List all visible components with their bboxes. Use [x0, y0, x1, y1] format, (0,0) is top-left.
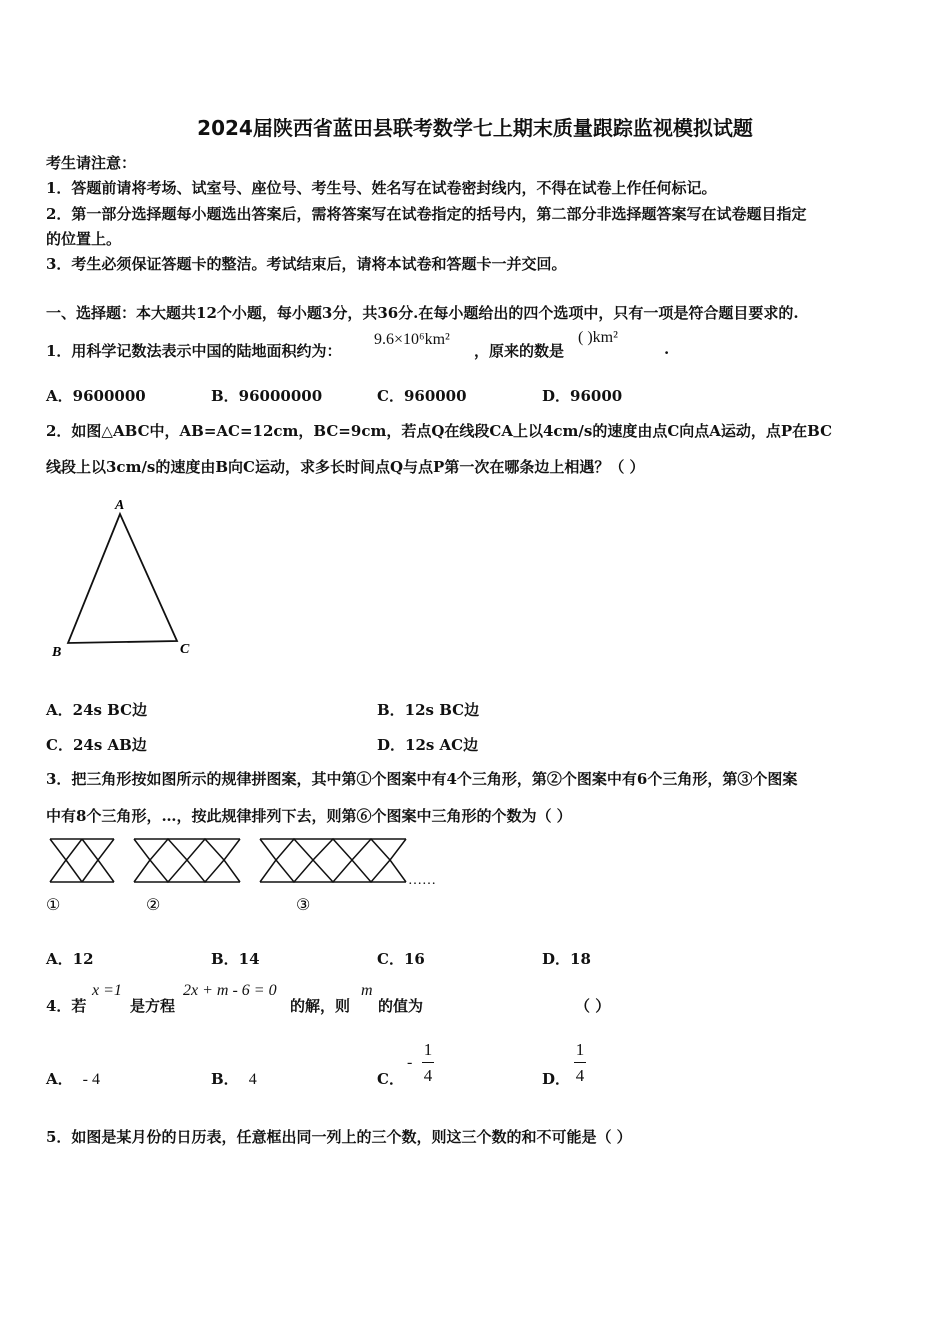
q4-option-c-label[interactable]: C．	[377, 1070, 404, 1088]
q4-end: 的值为	[378, 997, 424, 1015]
q2-line2: 线段上以3cm/s的速度由B向C运动，求多长时间点Q与点P第一次在哪条边上相遇？（ ）	[46, 458, 645, 476]
q4-condition: x =1	[92, 982, 122, 999]
q1-option-b[interactable]: B．96000000	[211, 387, 323, 405]
notice-item: 1．答题前请将考场、试室号、座位号、考生号、姓名写在试卷密封线内，不得在试卷上作任何标记。	[46, 179, 717, 197]
q4-option-c-sign: -	[407, 1054, 413, 1071]
option-value: - 4	[82, 1071, 100, 1088]
q4-mid1: 是方程	[130, 997, 176, 1015]
q3-option-a[interactable]: A．12	[46, 950, 94, 968]
page-title: 2024届陕西省蓝田县联考数学七上期末质量跟踪监视模拟试题	[197, 116, 753, 140]
q1-blank: ( )km²	[578, 329, 618, 346]
q4-option-a[interactable]	[46, 1068, 100, 1089]
pattern-ellipsis: ……	[408, 873, 436, 888]
notice-item: 3．考生必须保证答题卡的整洁。考试结束后，请将本试卷和答题卡一并交回。	[46, 255, 567, 273]
q1-option-d[interactable]: D．96000	[542, 387, 623, 405]
triangle-figure	[40, 490, 210, 665]
vertex-label-c: C	[180, 642, 190, 657]
q1-area-math: 9.6×10⁶km²	[374, 331, 450, 348]
section-heading: 一、选择题：本大题共12个小题，每小题3分，共36分.在每小题给出的四个选项中，只有一项是符合题目要求的.	[46, 304, 799, 322]
q2-option-a[interactable]: A．24s BC边	[46, 701, 148, 719]
pattern-label-2: ②	[146, 897, 161, 914]
q4-option-c-fraction-bar	[422, 1062, 434, 1063]
q3-line1: 3．把三角形按如图所示的规律拼图案，其中第①个图案中有4个三角形，第②个图案中有6个三角形，第③个图案	[46, 770, 798, 788]
q4-option-c-denominator: 4	[423, 1066, 433, 1085]
q4-pre: 4．若	[46, 997, 87, 1015]
q3-option-b[interactable]: B．14	[211, 950, 260, 968]
q4-mid2: 的解，则	[290, 997, 351, 1015]
q4-option-b[interactable]	[211, 1068, 257, 1089]
option-label: A．	[46, 1070, 73, 1088]
q4-option-c-numerator: 1	[423, 1040, 433, 1059]
notice-item: 2．第一部分选择题每小题选出答案后，需将答案写在试卷指定的括号内，第二部分非选择题答案写在试卷题目指定	[46, 205, 807, 223]
option-value: 4	[248, 1071, 257, 1088]
pattern-label-1: ①	[46, 897, 61, 914]
pattern-label-3: ③	[296, 897, 311, 914]
triangle-pattern-figure	[44, 834, 454, 924]
q1-text: 1．用科学记数法表示中国的陆地面积约为：	[46, 342, 342, 360]
q3-line2: 中有8个三角形，…，按此规律排列下去，则第⑥个图案中三角形的个数为（ ）	[46, 807, 572, 825]
q2-option-d[interactable]: D．12s AC边	[377, 736, 479, 754]
vertex-label-a: A	[115, 498, 125, 513]
q2-option-b[interactable]: B．12s BC边	[377, 701, 480, 719]
q1-option-a[interactable]: A．9600000	[46, 387, 146, 405]
q1-option-c[interactable]: C．960000	[377, 387, 467, 405]
q1-text-mid: ，原来的数是	[474, 342, 565, 360]
pattern-1	[50, 839, 114, 882]
triangle-abc	[68, 514, 177, 643]
pattern-3	[260, 839, 406, 882]
notice-item: 的位置上。	[46, 230, 122, 248]
q4-option-d-numerator: 1	[575, 1040, 585, 1059]
q4-option-d-denominator: 4	[575, 1066, 585, 1085]
q1-end: .	[664, 340, 670, 358]
q3-option-c[interactable]: C．16	[377, 950, 425, 968]
q3-option-d[interactable]: D．18	[542, 950, 591, 968]
q4-option-d-fraction-bar	[574, 1062, 586, 1063]
option-label: B．	[211, 1070, 239, 1088]
q4-answer-paren: （ ）	[575, 997, 611, 1015]
q4-variable: m	[361, 982, 373, 999]
q4-equation: 2x + m - 6 = 0	[183, 982, 277, 999]
q2-option-c[interactable]: C．24s AB边	[46, 736, 147, 754]
q5-text: 5．如图是某月份的日历表，任意框出同一列上的三个数，则这三个数的和不可能是（ ）	[46, 1128, 632, 1146]
q2-line1: 2．如图△ABC中，AB=AC=12cm，BC=9cm，若点Q在线段CA上以4cm/s的速度由点C向点A运动，点P在BC	[46, 422, 833, 440]
vertex-label-b: B	[52, 645, 62, 660]
q4-option-d-label[interactable]: D．	[542, 1070, 571, 1088]
notice-heading: 考生请注意：	[46, 154, 137, 172]
pattern-2	[134, 839, 240, 882]
